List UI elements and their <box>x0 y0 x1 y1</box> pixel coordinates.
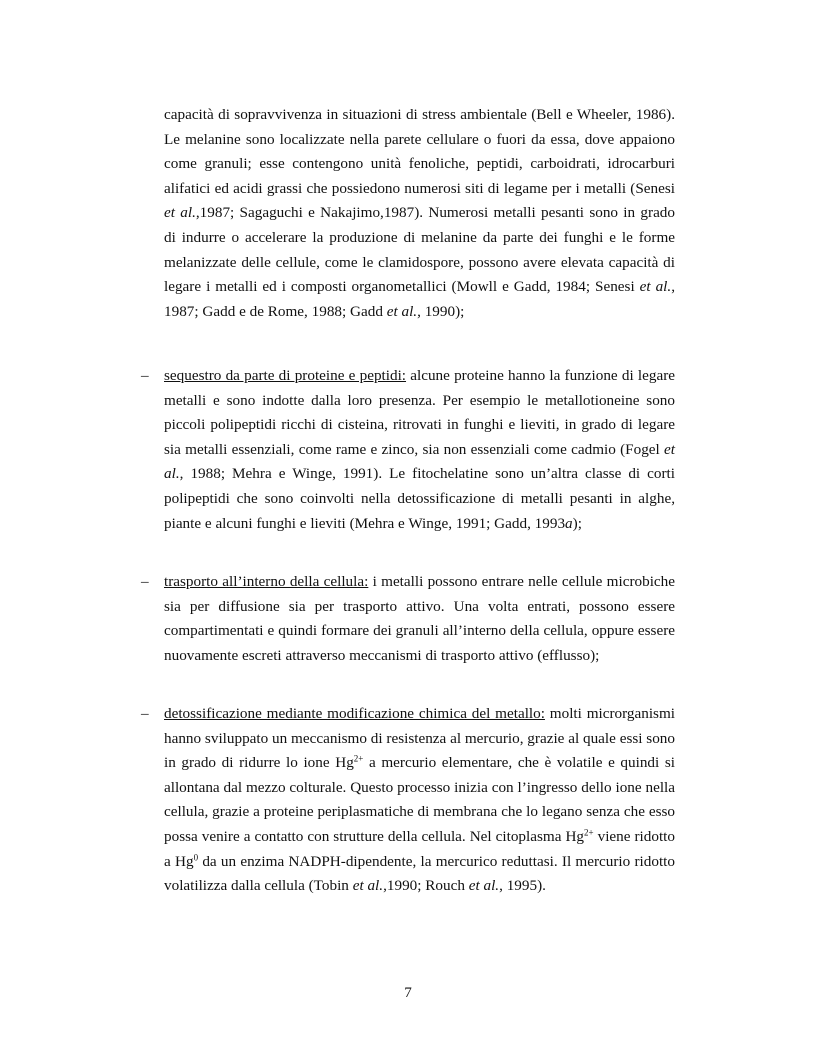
bullet-dash: – <box>141 705 149 722</box>
paragraph-proteine: sequestro da parte di proteine e peptidi: alcune proteine hanno la funzione di legare metalli e sono indotte dalla loro presenza. Per esempio le metallotioneine sono piccoli polipeptidi ricchi di cisteina, ritrovati in funghi e lieviti, in grado di legare sia metalli essenziali, come rame e zinco, sia non essenziali come cadmio (Fogel et al., 1988; Mehra e Winge, 1991). Le fitochelatine sono un’altra classe di corti polipeptidi che sono coinvolti nella detossificazione di metalli pesanti in alghe, piante e alcuni funghi e lieviti (Mehra e Winge, 1991; Gadd, 1993a); <box>164 367 676 532</box>
page-number: 7 <box>404 984 412 1001</box>
paragraph-trasporto: trasporto all’interno della cellula: i metalli possono entrare nelle cellule microbiche sia per diffusione sia per trasporto attivo. Una volta entrati, possono essere compartimentati e quindi formare dei granuli all’interno della cellula, oppure essere nuovamente escreti attraverso meccanismi di trasporto attivo (efflusso); <box>164 573 676 664</box>
bullet-dash: – <box>141 573 149 590</box>
paragraph-detossificazione: detossificazione mediante modificazione chimica del metallo: molti microrganismi hanno sviluppato un meccanismo di resistenza al mercurio, grazie al quale essi sono in grado di ridurre lo ione $Hg^{2+}$ a mercurio elementare, che è volatile e quindi si allontana dal mezzo colturale. Questo processo inizia con l’ingresso dello ione nella cellula, grazie a proteine periplasmatiche di membrana che lo legano senza che esso possa venire a contatto con strutture della cellula. Nel citoplasma $Hg^{2+}$ viene ridotto a Hg$^0$ da un enzima NADPH-dipendente, la mercurico reduttasi. Il mercurio ridotto volatilizza dalla cellula (Tobin et al.,1990; Rouch et al., 1995). <box>164 705 675 895</box>
bullet-heading: sequestro da parte di proteine e peptidi: <box>164 367 407 384</box>
bullet-dash: – <box>141 367 149 384</box>
paragraph-melanine: capacità di sopravvivenza in situazioni di stress ambientale (Bell e Wheeler, 1986). Le melanine sono localizzate nella parete cellulare o fuori da essa, dove appaiono come granuli; esse contengono unità fenoliche, peptidi, carboidrati, idrocarburi alifatici ed acidi grassi che possiedono numerosi siti di legame per i metalli (Senesi et al.,1987; Sagaguchi e Nakajimo,1987). Numerosi metalli pesanti sono in grado di indurre o accelerare la produzione di melanine da parte dei funghi e le forme melanizzate delle cellule, come le clamidospore, possono avere elevata capacità di legare i metalli ed i composti organometallici (Mowll e Gadd, 1984; Senesi et al., 1987; Gadd e de Rome, 1988; Gadd et al., 1990); <box>164 106 675 320</box>
bullet-heading: trasporto all’interno della cellula: <box>164 573 369 590</box>
bullet-heading: detossificazione mediante modificazione chimica del metallo: <box>164 705 545 722</box>
